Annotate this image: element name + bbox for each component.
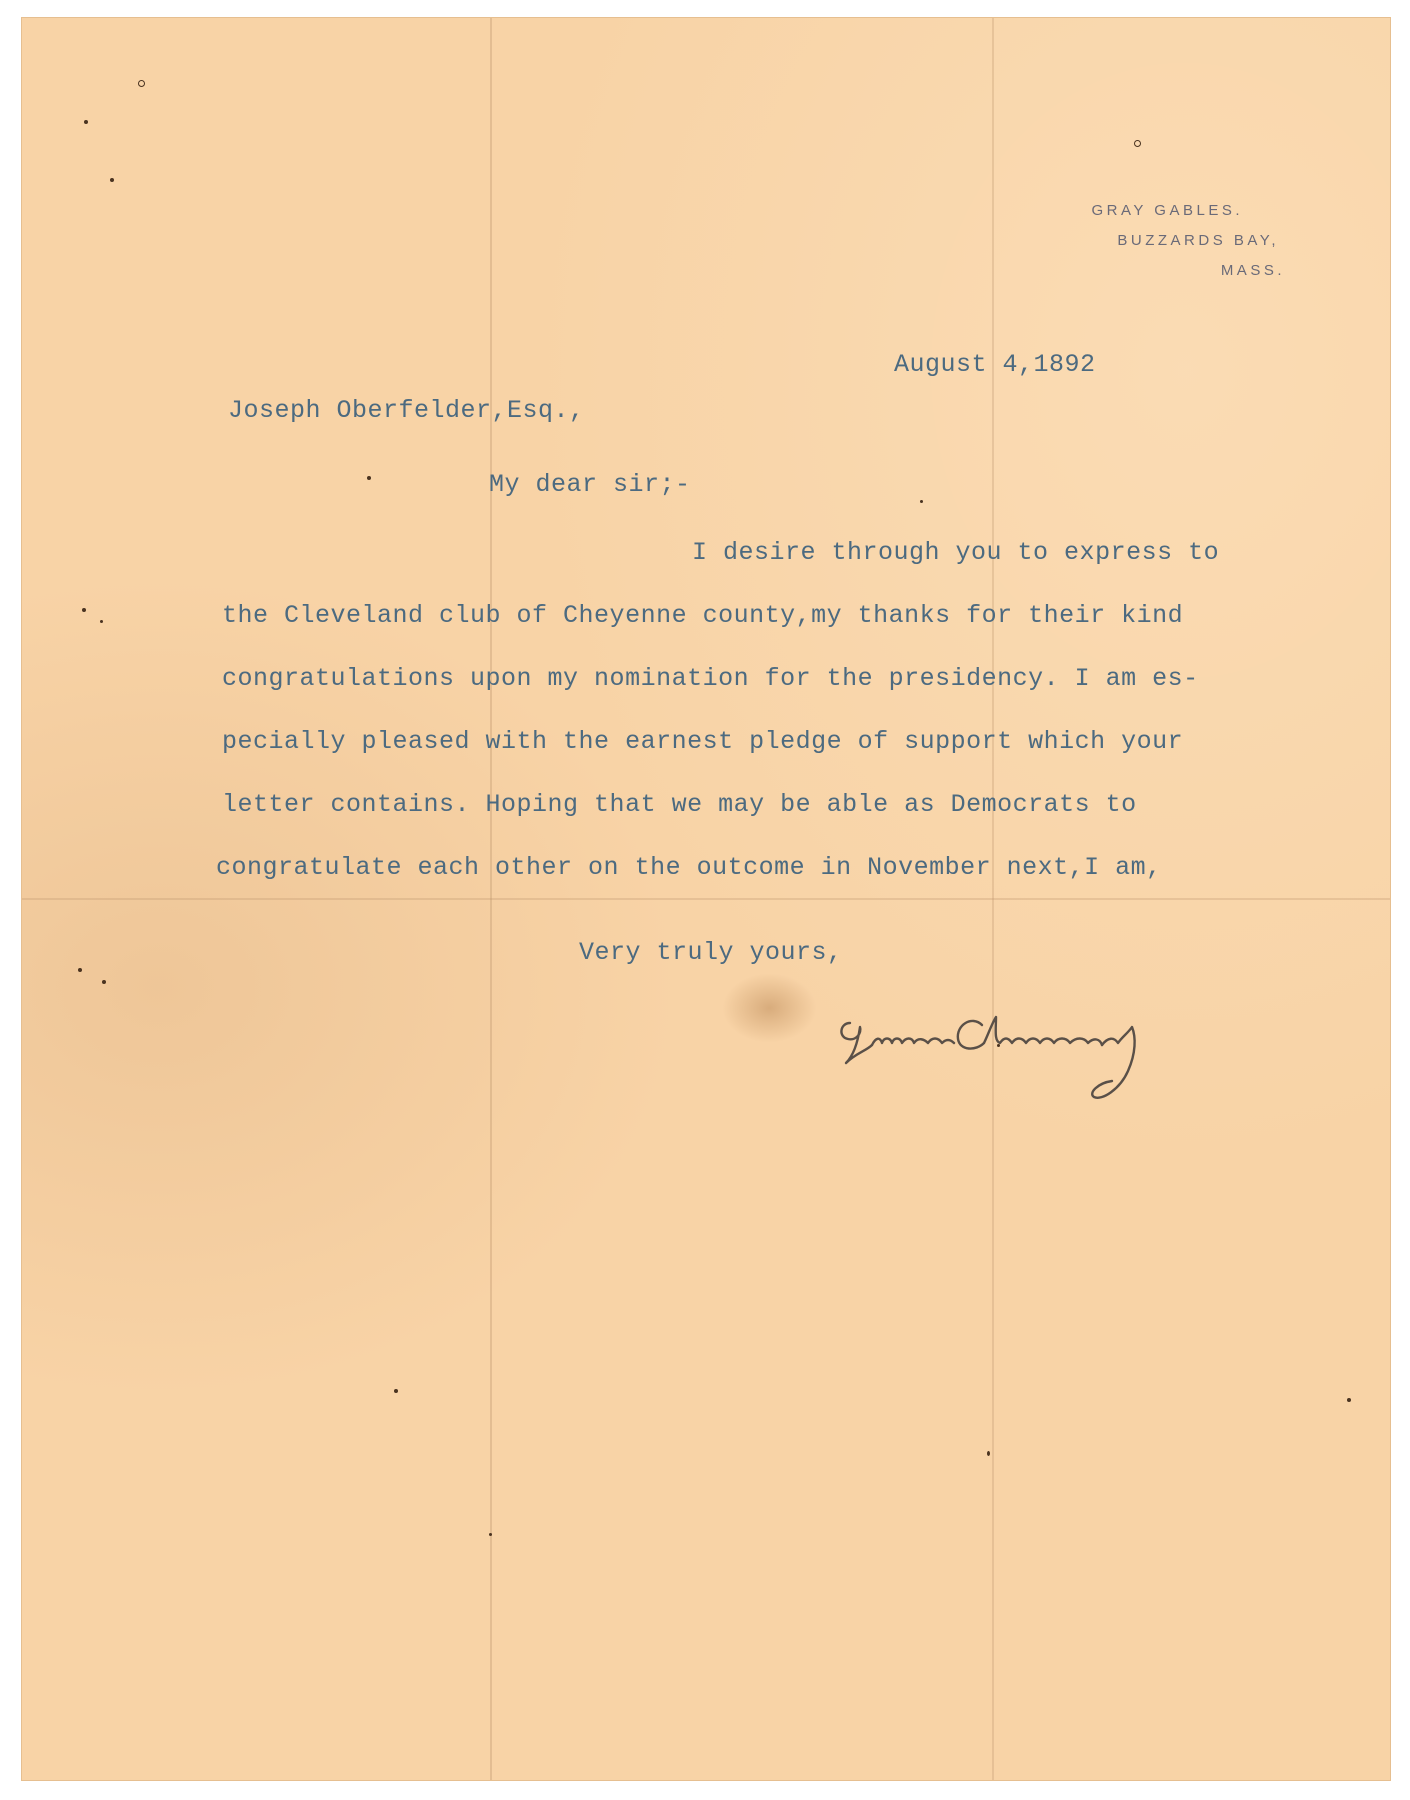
foxing-spot: [78, 968, 82, 972]
foxing-spot: [84, 120, 88, 124]
body-line: I desire through you to express to: [692, 538, 1220, 567]
body-line: congratulate each other on the outcome in November next,I am,: [216, 853, 1162, 882]
letter-closing: Very truly yours,: [579, 938, 843, 967]
letter-date: August 4,1892: [894, 350, 1096, 379]
foxing-spot: [997, 1044, 1000, 1047]
signature: [832, 993, 1262, 1123]
foxing-spot: [138, 80, 145, 87]
letterhead-line-3: MASS.: [1220, 262, 1285, 279]
foxing-spot: [920, 500, 923, 503]
fold-crease-horizontal: [22, 898, 1390, 900]
body-line: pecially pleased with the earnest pledge of support which your: [222, 727, 1184, 756]
foxing-spot: [367, 476, 371, 480]
body-line: congratulations upon my nomination for the presidency. I am es-: [222, 664, 1199, 693]
letterhead: [1092, 196, 1286, 286]
letterhead-line-2: BUZZARDS BAY,: [1117, 232, 1279, 249]
body-line: letter contains. Hoping that we may be able as Democrats to: [222, 790, 1137, 819]
foxing-spot: [110, 178, 114, 182]
foxing-spot: [100, 620, 103, 623]
letter-addressee: Joseph Oberfelder,Esq.,: [228, 396, 585, 425]
foxing-spot: [1347, 1398, 1351, 1402]
foxing-spot: [489, 1533, 492, 1536]
letterhead-line-1: GRAY GABLES.: [1091, 202, 1243, 219]
ink-stain: [722, 973, 817, 1043]
foxing-spot: [82, 608, 86, 612]
foxing-spot: [102, 980, 106, 984]
foxing-spot: [1134, 140, 1141, 147]
letter-sheet: [22, 18, 1390, 1780]
foxing-spot: [394, 1389, 398, 1393]
foxing-spot: [987, 1451, 990, 1456]
letter-salutation: My dear sir;-: [489, 470, 691, 499]
body-line: the Cleveland club of Cheyenne county,my thanks for their kind: [222, 601, 1184, 630]
